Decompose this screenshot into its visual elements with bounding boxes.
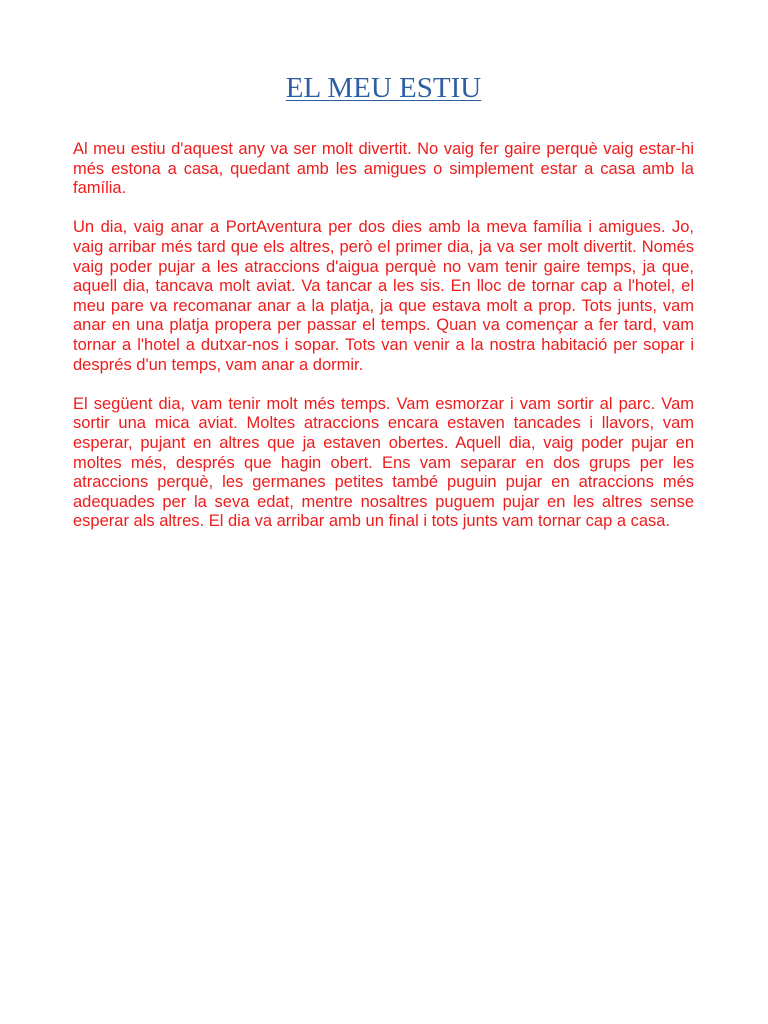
paragraph-intro: Al meu estiu d'aquest any va ser molt divertit. No vaig fer gaire perquè vaig estar-hi més estona a casa, quedant amb les amigues o simplement estar a casa amb la família. [73,140,694,198]
paragraph-first-day: Un dia, vaig anar a PortAventura per dos dies amb la meva família i amigues. Jo, vaig arribar més tard que els altres, però el primer dia, ja va ser molt divertit. Només vaig poder pujar a les atraccions d'aigua perquè no vam tenir gaire temps, ja que, aquell dia, tancava molt aviat. Va tancar a les sis. En lloc de tornar cap a l'hotel, el meu pare va recomanar anar a la platja, ja que estava molt a prop. Tots junts, vam anar en una platja propera per passar el temps. Quan va començar a fer tard, vam tornar a l'hotel a dutxar-nos i sopar. Tots van venir a la nostra habitació per sopar i després d'un temps, vam anar a dormir. [73,218,694,374]
paragraph-second-day: El següent dia, vam tenir molt més temps. Vam esmorzar i vam sortir al parc. Vam sortir una mica aviat. Moltes atraccions encara estaven tancades i llavors, vam esperar, pujant en altres que ja estaven obertes. Aquell dia, vaig poder pujar en moltes més, després que hagin obert. Ens vam separar en dos grups per les atraccions perquè, les germanes petites també puguin pujar en atraccions més adequades per la seva edat, mentre nosaltres puguem pujar en les altres sense esperar als altres. El dia va arribar amb un final i tots junts vam tornar cap a casa. [73,394,694,531]
document-title: EL MEU ESTIU [285,72,482,104]
document-page [73,68,694,551]
